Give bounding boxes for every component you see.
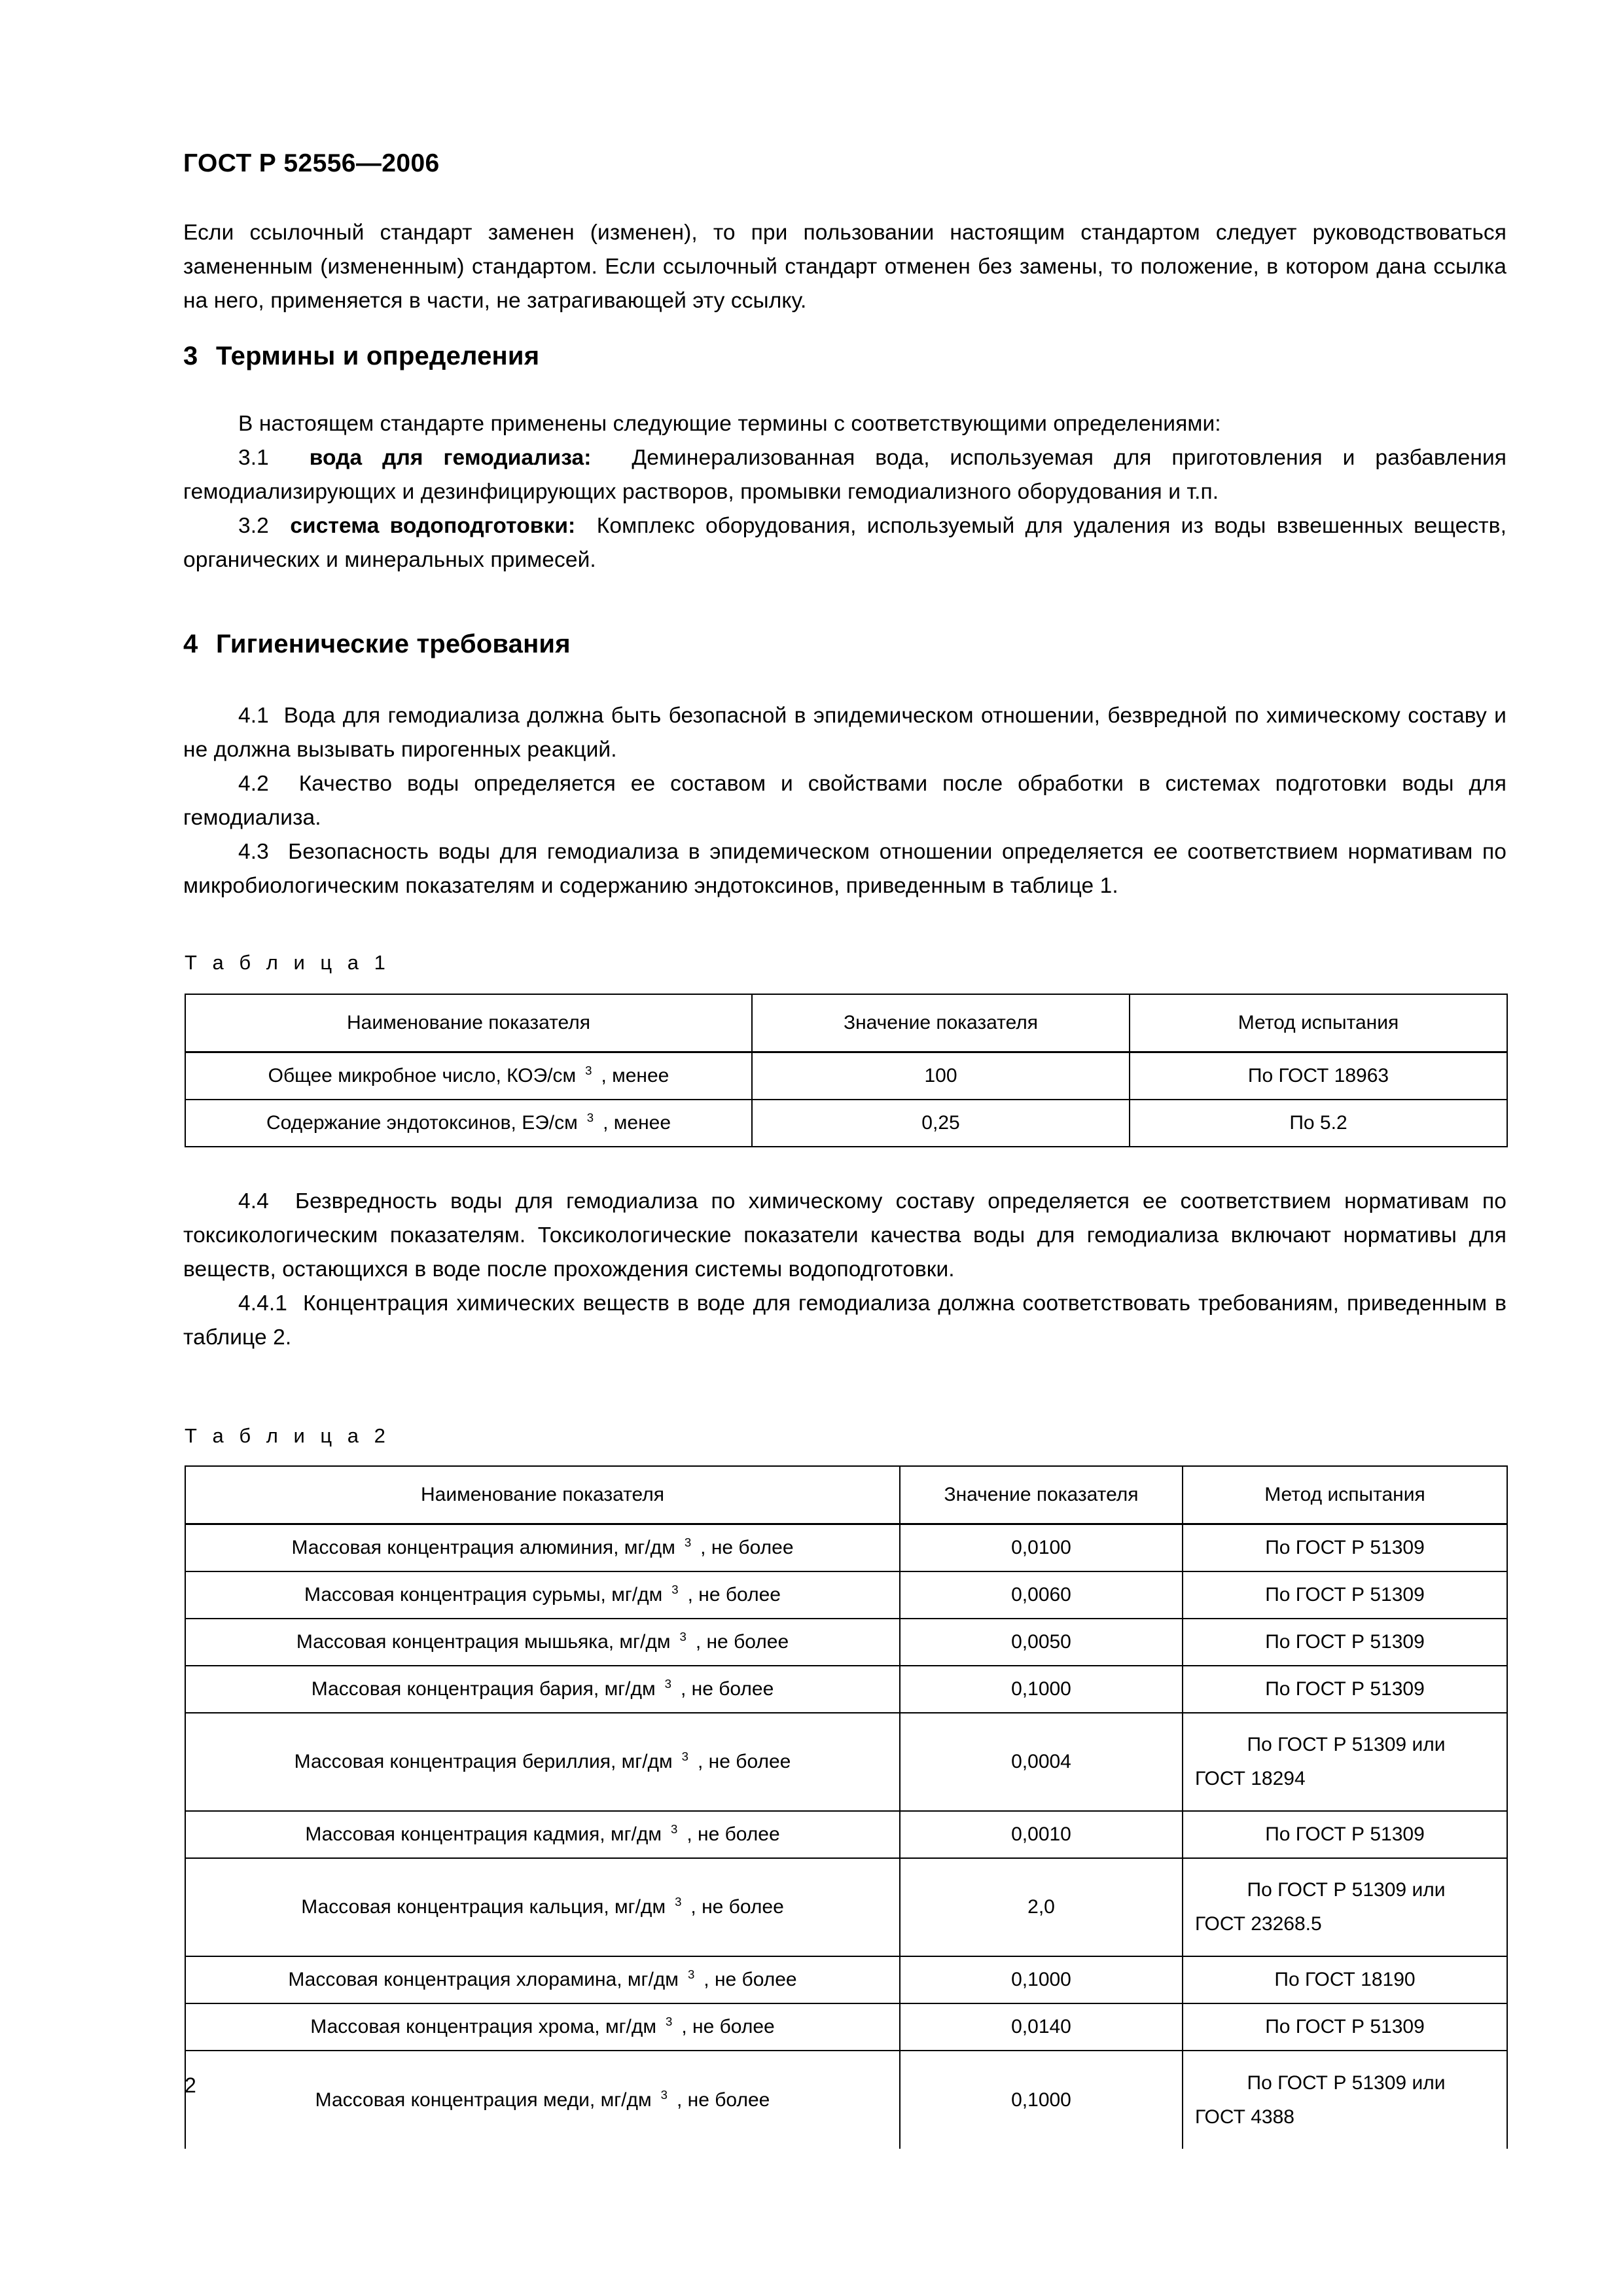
table-2-cell-method: По ГОСТ Р 51309 или ГОСТ 18294	[1183, 1713, 1507, 1811]
table-2-cell-value: 0,1000	[900, 1666, 1183, 1713]
table-1-cell-method: По 5.2	[1130, 1100, 1507, 1147]
table-2-cell-name: Массовая концентрация мышьяка, мг/дм $^3$ , не более	[185, 1619, 900, 1666]
table-1-header-row	[185, 994, 1507, 1052]
table-row	[185, 1052, 1507, 1100]
clause-4-2	[183, 767, 1507, 835]
table-2-cell-method: По ГОСТ Р 51309	[1183, 1524, 1507, 1572]
term-3-1-definition: Деминерализованная вода, используемая для приготовления и разбавления гемодиализирующих и дезинфицирующих растворов, промывки гемодиализного оборудования и т.п.	[183, 446, 1507, 504]
table-2-cell-value: 0,0010	[900, 1811, 1183, 1858]
table-2-cell-value: 2,0	[900, 1858, 1183, 1956]
table-2-cell-value: 0,0140	[900, 2003, 1183, 2051]
section-3-heading	[183, 342, 539, 371]
term-3-1-term: вода для гемодиализа:	[309, 446, 592, 470]
table-2-cell-method: По ГОСТ 18190	[1183, 1956, 1507, 2003]
clause-4-4-1-text: Концентрация химических веществ в воде для гемодиализа должна соответствовать требованиям, приведенным в таблице 2.	[183, 1291, 1507, 1350]
page-number: 2	[185, 2073, 196, 2097]
clause-4-4-1-number: 4.4.1	[238, 1291, 288, 1316]
table-row	[185, 1524, 1507, 1572]
section-4-body-part1	[183, 699, 1507, 903]
table-1-col-header-method: Метод испытания	[1130, 994, 1507, 1052]
table-row	[185, 1666, 1507, 1713]
table-row	[185, 1811, 1507, 1858]
clause-4-2-number: 4.2	[238, 772, 269, 796]
table-2-cell-name: Массовая концентрация бериллия, мг/дм $^3$ , не более	[185, 1713, 900, 1811]
clause-4-4	[183, 1185, 1507, 1287]
section-3-number: 3	[183, 342, 198, 370]
table-2-cell-method: По ГОСТ Р 51309 или ГОСТ 23268.5	[1183, 1858, 1507, 1956]
table-1-caption: Т а б л и ц а 1	[185, 951, 391, 974]
table-2-cell-value: 0,0060	[900, 1571, 1183, 1619]
clause-4-1	[183, 699, 1507, 767]
section-4-heading	[183, 630, 571, 659]
table-2-cell-name: Массовая концентрация меди, мг/дм $^3$ , не более	[185, 2051, 900, 2149]
table-1-cell-name: Общее микробное число, КОЭ/см $^3$ , менее	[185, 1052, 752, 1100]
table-2-cell-value: 0,0050	[900, 1619, 1183, 1666]
table-1-cell-method: По ГОСТ 18963	[1130, 1052, 1507, 1100]
table-row	[185, 2051, 1507, 2149]
clause-4-3	[183, 835, 1507, 903]
clause-4-4-number: 4.4	[238, 1189, 269, 1213]
intro-paragraph: Если ссылочный стандарт заменен (изменен), то при пользовании настоящим стандартом следует руководствоваться замененным (измененным) стандартом. Если ссылочный стандарт отменен без замены, то положение, в котором дана ссылка на него, применяется в части, не затрагивающей эту ссылку.	[183, 221, 1507, 313]
clause-4-3-text: Безопасность воды для гемодиализа в эпидемическом отношении определяется ее соответствием нормативам по микробиологическим показателям и содержанию эндотоксинов, приведенным в таблице 1.	[183, 840, 1507, 898]
table-row	[185, 1619, 1507, 1666]
table-2-cell-value: 0,0004	[900, 1713, 1183, 1811]
table-2-cell-method: По ГОСТ Р 51309	[1183, 1571, 1507, 1619]
table-2-col-header-method: Метод испытания	[1183, 1466, 1507, 1524]
table-1-col-header-name: Наименование показателя	[185, 994, 752, 1052]
table-2-col-header-name: Наименование показателя	[185, 1466, 900, 1524]
clause-4-4-text: Безвредность воды для гемодиализа по химическому составу определяется ее соответствием нормативам по токсикологическим показателям. Токсикологические показатели качества воды для гемодиализа включают нормативы для веществ, остающихся в воде после прохождения системы водоподготовки.	[183, 1189, 1507, 1282]
table-row	[185, 1858, 1507, 1956]
table-2-caption: Т а б л и ц а 2	[185, 1424, 391, 1447]
table-2	[185, 1465, 1508, 2149]
clause-4-1-number: 4.1	[238, 704, 269, 728]
table-1-cell-name: Содержание эндотоксинов, ЕЭ/см $^3$ , менее	[185, 1100, 752, 1147]
section-4-title: Гигиенические требования	[216, 630, 571, 658]
table-1-col-header-value: Значение показателя	[752, 994, 1130, 1052]
table-2-header-row	[185, 1466, 1507, 1524]
table-row	[185, 1956, 1507, 2003]
term-item-3-2	[183, 509, 1507, 577]
table-2-cell-method: По ГОСТ Р 51309	[1183, 1619, 1507, 1666]
table-1	[185, 994, 1508, 1147]
term-3-1-number: 3.1	[238, 446, 269, 470]
table-2-cell-method: По ГОСТ Р 51309	[1183, 2003, 1507, 2051]
document-header-standard-id: ГОСТ Р 52556—2006	[183, 149, 440, 177]
table-2-cell-name: Массовая концентрация кадмия, мг/дм $^3$ , не более	[185, 1811, 900, 1858]
clause-4-2-text: Качество воды определяется ее составом и свойствами после обработки в системах подготовки воды для гемодиализа.	[183, 772, 1507, 830]
section-4-number: 4	[183, 630, 198, 658]
clause-4-4-1	[183, 1287, 1507, 1355]
table-row	[185, 2003, 1507, 2051]
table-2-cell-value: 0,1000	[900, 2051, 1183, 2149]
table-2-cell-name: Массовая концентрация бария, мг/дм $^3$ , не более	[185, 1666, 900, 1713]
section-4-body-part2	[183, 1185, 1507, 1355]
table-1-cell-value: 100	[752, 1052, 1130, 1100]
table-2-cell-name: Массовая концентрация сурьмы, мг/дм $^3$ , не более	[185, 1571, 900, 1619]
intro-paragraph-block	[183, 216, 1507, 318]
section-3-title: Термины и определения	[216, 342, 540, 370]
table-2-cell-name: Массовая концентрация алюминия, мг/дм $^3$ , не более	[185, 1524, 900, 1572]
clause-4-1-text: Вода для гемодиализа должна быть безопасной в эпидемическом отношении, безвредной по химическому составу и не должна вызывать пирогенных реакций.	[183, 704, 1507, 762]
table-1-cell-value: 0,25	[752, 1100, 1130, 1147]
table-2-cell-value: 0,0100	[900, 1524, 1183, 1572]
table-2-cell-name: Массовая концентрация кальция, мг/дм $^3$ , не более	[185, 1858, 900, 1956]
table-2-cell-method: По ГОСТ Р 51309	[1183, 1666, 1507, 1713]
table-row	[185, 1100, 1507, 1147]
section-3-lead: В настоящем стандарте применены следующие термины с соответствующими определениями:	[238, 412, 1221, 436]
term-item-3-1	[183, 441, 1507, 509]
table-2-cell-method: По ГОСТ Р 51309 или ГОСТ 4388	[1183, 2051, 1507, 2149]
table-2-cell-value: 0,1000	[900, 1956, 1183, 2003]
term-3-2-definition: Комплекс оборудования, используемый для удаления из воды взвешенных веществ, органических и минеральных примесей.	[183, 514, 1507, 572]
table-row	[185, 1713, 1507, 1811]
term-3-2-number: 3.2	[238, 514, 269, 538]
table-2-col-header-value: Значение показателя	[900, 1466, 1183, 1524]
table-2-cell-name: Массовая концентрация хлорамина, мг/дм $^3$ , не более	[185, 1956, 900, 2003]
table-2-cell-name: Массовая концентрация хрома, мг/дм $^3$ , не более	[185, 2003, 900, 2051]
table-row	[185, 1571, 1507, 1619]
table-2-cell-method: По ГОСТ Р 51309	[1183, 1811, 1507, 1858]
term-3-2-term: система водоподготовки:	[290, 514, 576, 538]
section-3-body	[183, 407, 1507, 577]
clause-4-3-number: 4.3	[238, 840, 269, 864]
